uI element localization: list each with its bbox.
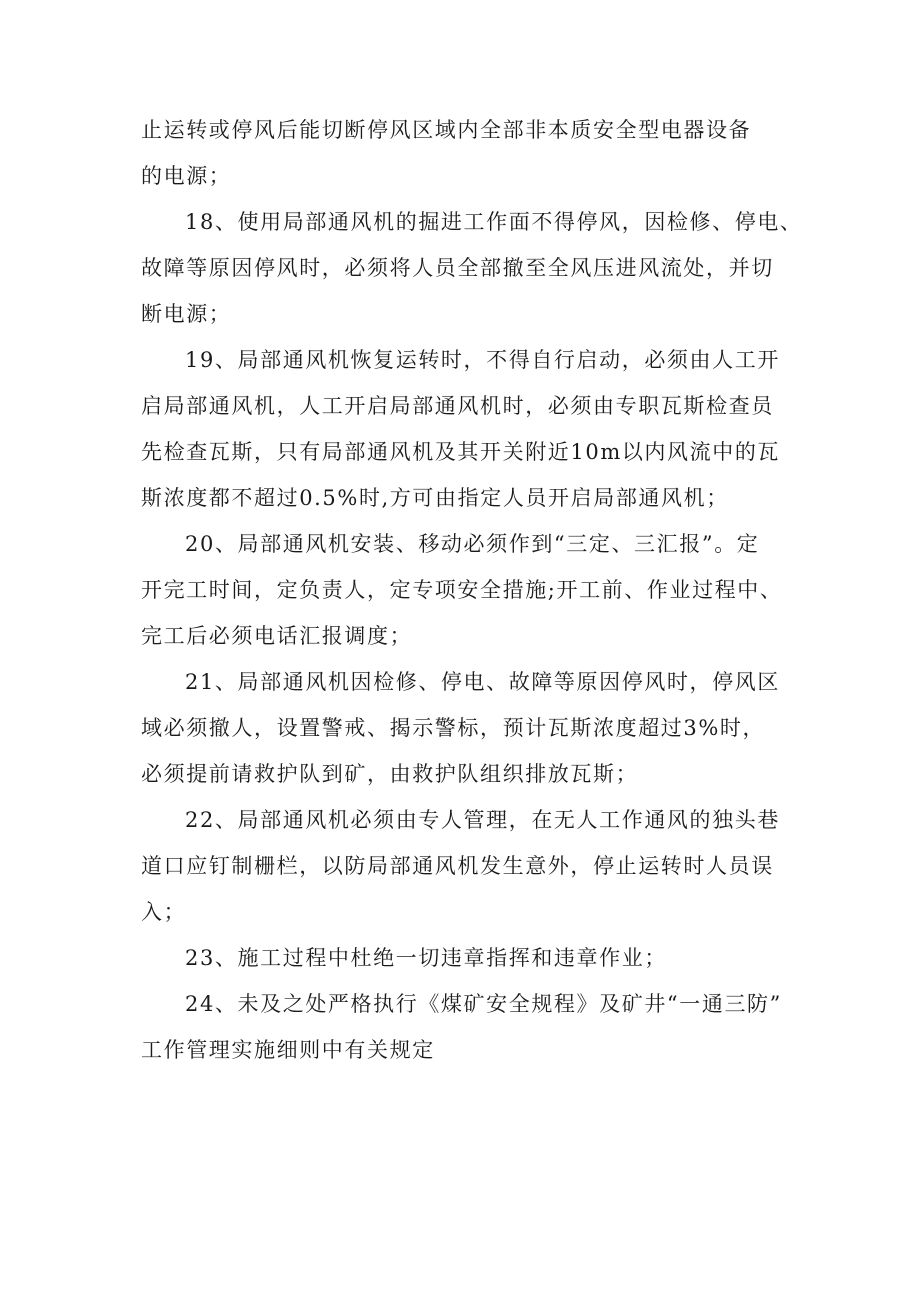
text-line: 斯浓度都不超过0.5%时,方可由指定人员开启局部通风机； (141, 486, 729, 510)
text-line: 先检查瓦斯，只有局部通风机及其开关附近10m以内风流中的瓦 (141, 440, 781, 464)
text-line: 启局部通风机，人工开启局部通风机时，必须由专职瓦斯检查员 (141, 394, 774, 418)
text-line: 必须提前请救护队到矿，由救护队组织排放瓦斯； (141, 762, 639, 786)
text-line: 21、局部通风机因检修、停电、故障等原因停风时，停风区 (185, 670, 780, 694)
text-line: 20、局部通风机安装、移动必须作到“三定、三汇报”。定 (185, 532, 760, 556)
text-line: 22、局部通风机必须由专人管理，在无人工作通风的独头巷 (185, 808, 780, 832)
text-line: 18、使用局部通风机的掘进工作面不得停风，因检修、停电、 (185, 210, 803, 234)
text-line: 完工后必须电话汇报调度； (141, 624, 413, 648)
text-line: 的电源； (141, 164, 232, 188)
text-line: 开完工时间，定负责人，定专项安全措施;开工前、作业过程中、 (141, 578, 783, 602)
document-body (141, 107, 801, 1073)
text-line: 域必须撤人，设置警戒、揭示警标，预计瓦斯浓度超过3%时， (141, 716, 766, 740)
text-line: 23、施工过程中杜绝一切违章指挥和违章作业； (185, 946, 667, 970)
text-line: 入； (141, 900, 187, 924)
text-line: 断电源； (141, 302, 232, 326)
text-line: 故障等原因停风时，必须将人员全部撤至全风压进风流处，并切 (141, 256, 774, 280)
text-line: 止运转或停风后能切断停风区域内全部非本质安全型电器设备 (141, 118, 752, 142)
text-line: 19、局部通风机恢复运转时，不得自行启动，必须由人工开 (185, 348, 780, 372)
text-line: 道口应钉制栅栏，以防局部通风机发生意外，停止运转时人员误 (141, 854, 774, 878)
text-line: 24、未及之处严格执行《煤矿安全规程》及矿井“一通三防” (185, 992, 782, 1016)
text-line: 工作管理实施细则中有关规定 (141, 1038, 435, 1062)
